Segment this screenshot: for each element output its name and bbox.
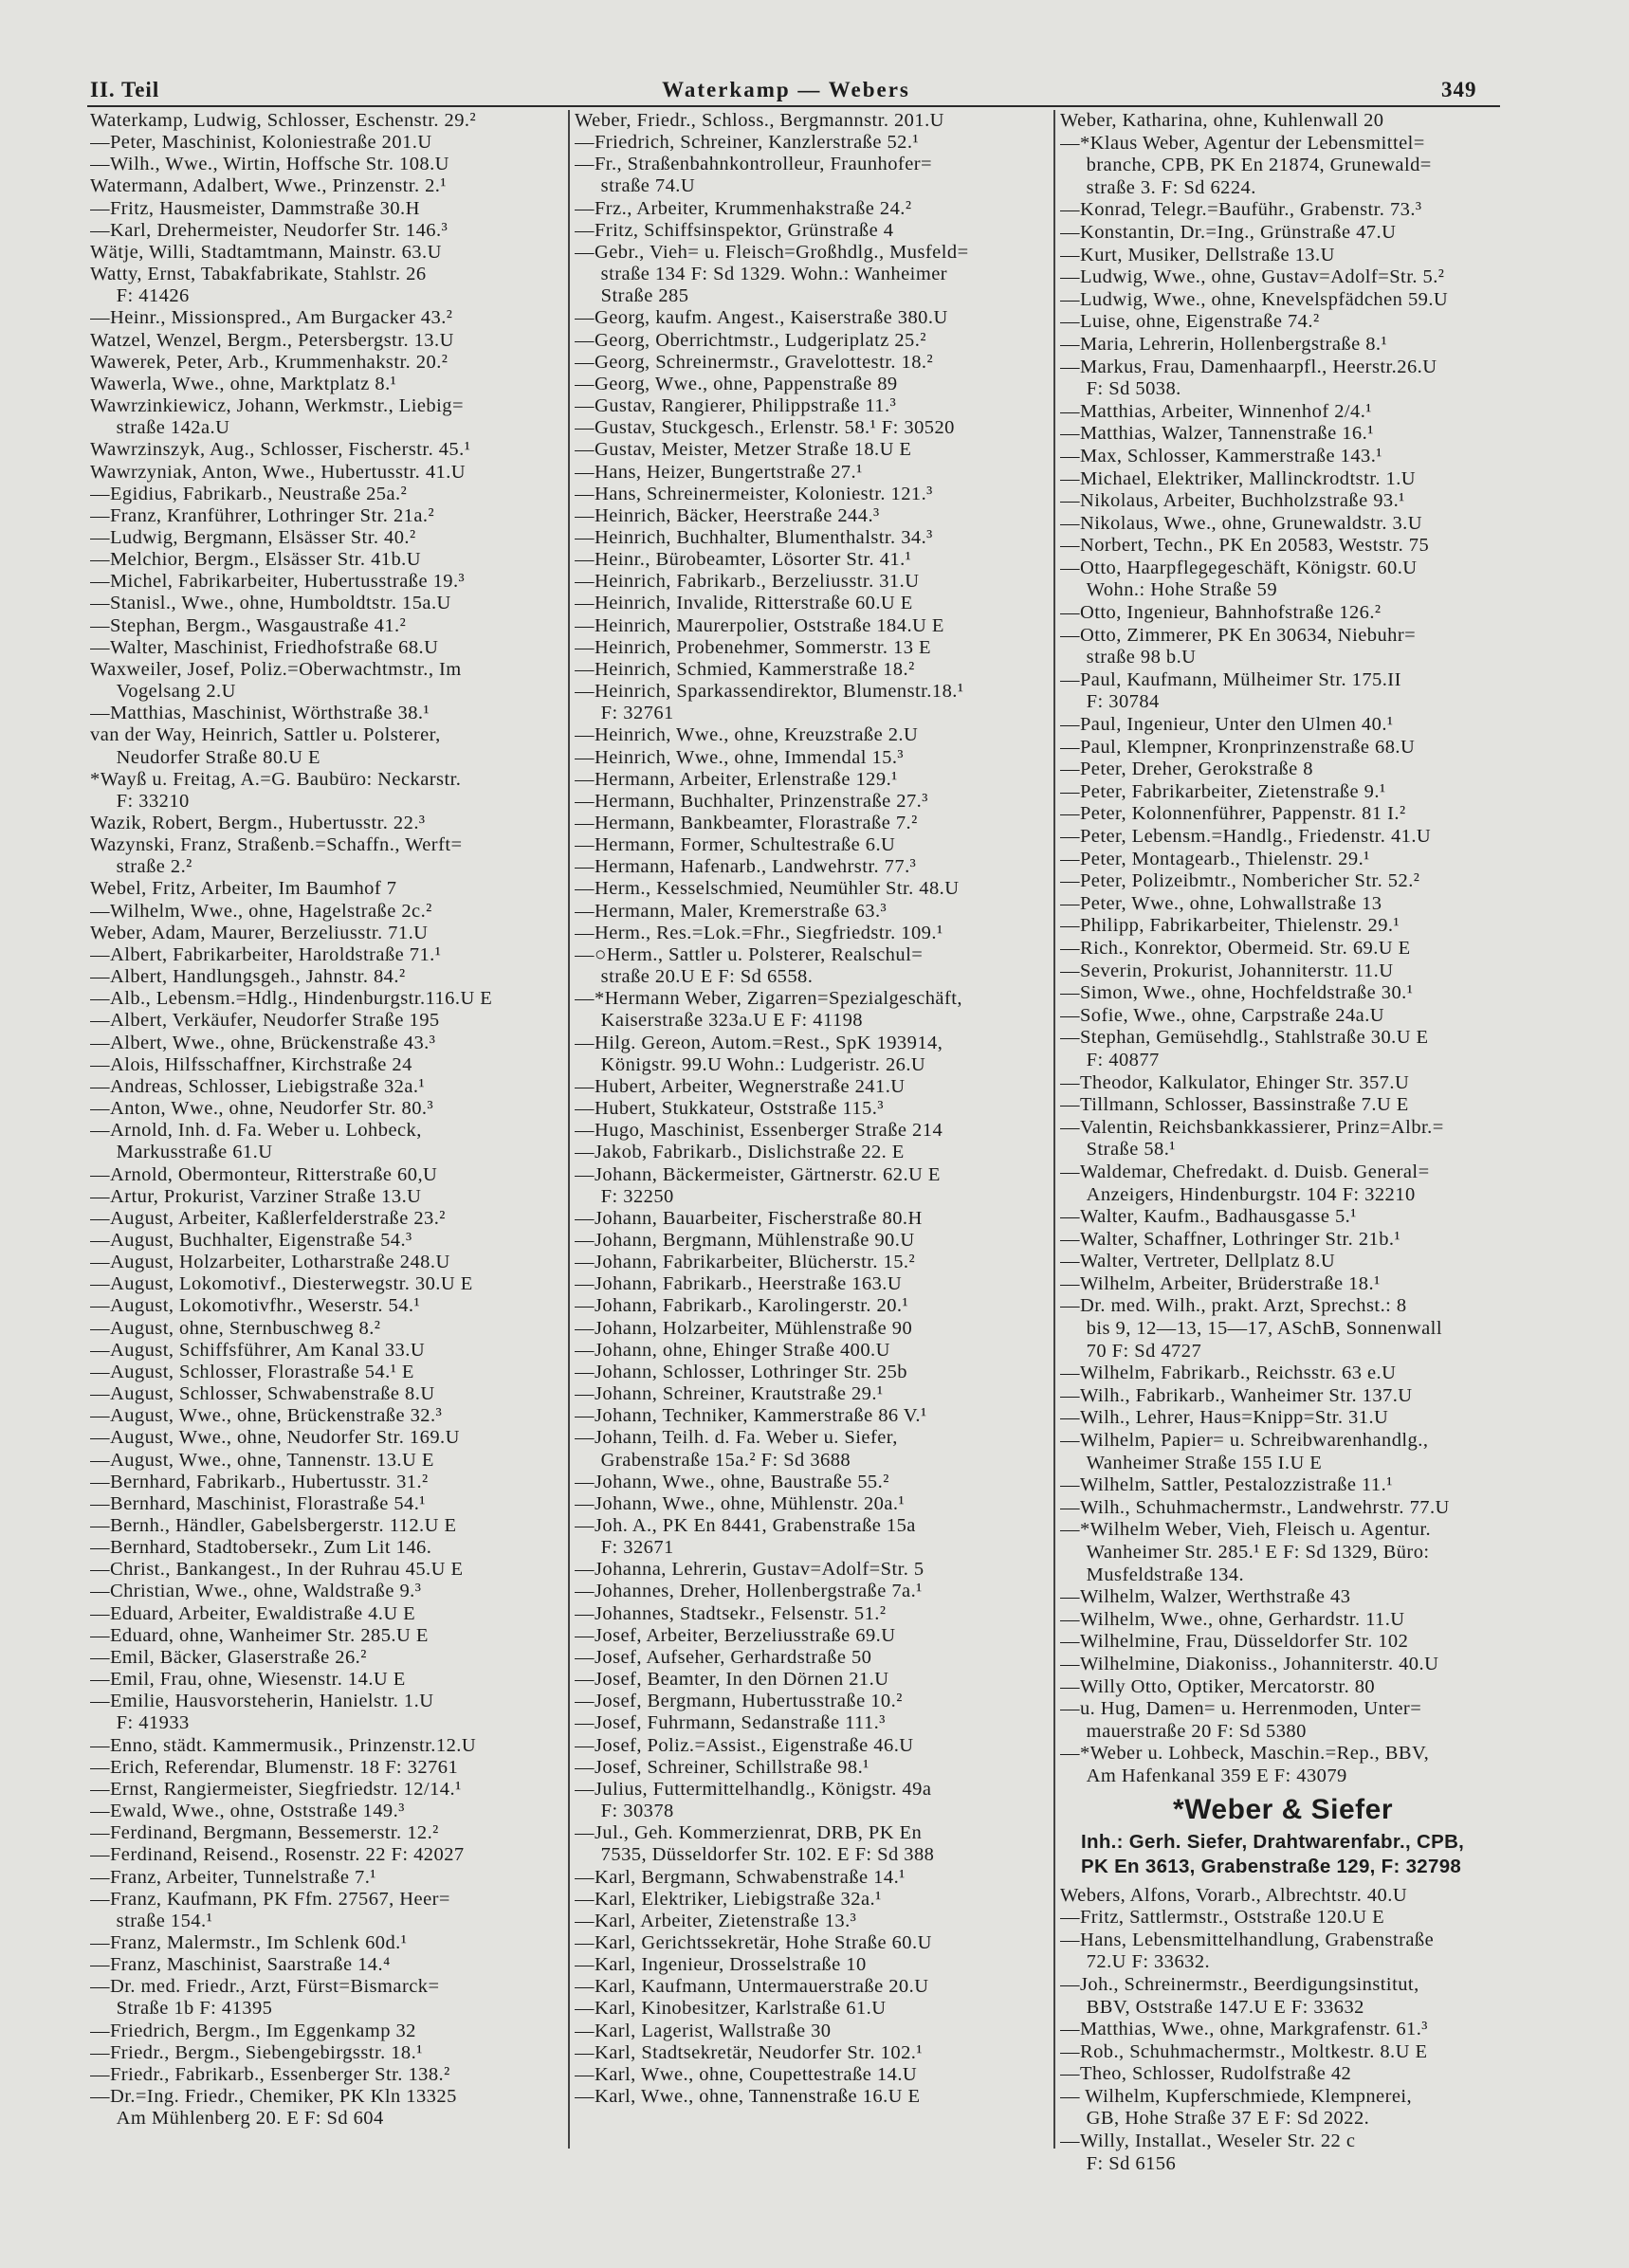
directory-entry: —Wilh., Lehrer, Haus=Knipp=Str. 31.U <box>1060 1407 1389 1429</box>
directory-entry: —Matthias, Arbeiter, Winnenhof 2/4.¹ <box>1060 400 1372 422</box>
directory-entry: —Alois, Hilfsschaffner, Kirchstraße 24 <box>90 1053 412 1075</box>
directory-entry: —Arnold, Obermonteur, Ritterstraße 60,U <box>90 1163 438 1185</box>
directory-entry: —Albert, Wwe., ohne, Brückenstraße 43.³ <box>90 1032 436 1053</box>
directory-entry: Wawrzyniak, Anton, Wwe., Hubertusstr. 41.U <box>90 461 467 483</box>
directory-entry: Wawerla, Wwe., ohne, Marktplatz 8.¹ <box>90 373 397 394</box>
directory-entry: —Peter, Lebensm.=Handlg., Friedenstr. 41.U <box>1060 826 1432 847</box>
directory-entry: —Heinrich, Probenehmer, Sommerstr. 13 E <box>575 636 931 658</box>
directory-entry: —Heinrich, Bäcker, Heerstraße 244.³ <box>575 504 880 526</box>
directory-entry: —Norbert, Techn., PK En 20583, Weststr. 75 <box>1060 535 1430 557</box>
directory-entry: —Heinr., Bürobeamter, Lösorter Str. 41.¹ <box>575 549 912 571</box>
directory-entry: —Paul, Ingenieur, Unter den Ulmen 40.¹ <box>1060 714 1394 736</box>
directory-entry: —Johann, Schlosser, Lothringer Str. 25b <box>575 1361 907 1382</box>
directory-entry: —Friedr., Fabrikarb., Essenberger Str. 138.² <box>90 2063 450 2085</box>
directory-entry: —Wilhelm, Wwe., ohne, Gerhardstr. 11.U <box>1060 1608 1405 1630</box>
directory-entry: —Josef, Arbeiter, Berzeliusstraße 69.U <box>575 1624 896 1646</box>
directory-entry: —Hermann, Maler, Kremerstraße 63.³ <box>575 900 888 922</box>
directory-entry: —Johann, Bauarbeiter, Fischerstraße 80.H <box>575 1207 923 1229</box>
directory-entry: —Gustav, Rangierer, Philippstraße 11.³ <box>575 395 897 417</box>
directory-entry: —Karl, Lagerist, Wallstraße 30 <box>575 2020 832 2041</box>
directory-entry: —Bernhard, Maschinist, Florastraße 54.¹ <box>90 1492 426 1514</box>
directory-entry: —Otto, Zimmerer, PK En 30634, Niebuhr= straße 98 b.U <box>1060 624 1417 668</box>
directory-entry: —Hilg. Gereon, Autom.=Rest., SpK 193914, Königstr. 99.U Wohn.: Ludgeristr. 26.U <box>575 1032 943 1075</box>
directory-entry: —Franz, Maschinist, Saarstraße 14.⁴ <box>90 1954 391 1976</box>
directory-entry: —Johann, ohne, Ehinger Straße 400.U <box>575 1339 890 1361</box>
directory-entry: —Ludwig, Wwe., ohne, Gustav=Adolf=Str. 5.² <box>1060 266 1445 288</box>
page-range-heading <box>0 78 1629 102</box>
directory-entry: —Heinrich, Schmied, Kammerstraße 18.² <box>575 658 915 680</box>
directory-entry: Waxweiler, Josef, Poliz.=Oberwachtmstr., Im Vogelsang 2.U <box>90 658 462 703</box>
directory-entry: —Wilhelm, Papier= u. Schreibwarenhandlg., Wanheimer Straße 155 I.U E <box>1060 1430 1429 1473</box>
directory-entry: —Jakob, Fabrikarb., Dislichstraße 22. E <box>575 1142 905 1163</box>
directory-entry: —Wilhelm, Walzer, Werthstraße 43 <box>1060 1586 1351 1608</box>
part-label: II. Teil <box>90 78 160 101</box>
directory-entry: —Georg, Wwe., ohne, Pappenstraße 89 <box>575 373 898 394</box>
directory-entry: —Hans, Lebensmittelhandlung, Grabenstraße 72.U F: 33632. <box>1060 1929 1435 1973</box>
directory-entry: Wawrzinszyk, Aug., Schlosser, Fischerstr. 45.¹ <box>90 439 471 461</box>
directory-entry: —Albert, Fabrikarbeiter, Haroldstraße 71.¹ <box>90 943 442 965</box>
directory-entry: —Karl, Wwe., ohne, Coupettestraße 14.U <box>575 2063 918 2085</box>
directory-entry: —u. Hug, Damen= u. Herrenmoden, Unter= mauerstraße 20 F: Sd 5380 <box>1060 1698 1422 1742</box>
directory-entry: —Peter, Maschinist, Koloniestraße 201.U <box>90 132 432 154</box>
directory-entry: —Bernhard, Fabrikarb., Hubertusstr. 31.² <box>90 1471 429 1492</box>
directory-entry: Wawrzinkiewicz, Johann, Werkmstr., Liebig= straße 142a.U <box>90 395 464 439</box>
directory-entry: —Matthias, Wwe., ohne, Markgrafenstr. 61.³ <box>1060 2019 1428 2040</box>
directory-entry: —Severin, Prokurist, Johanniterstr. 11.U <box>1060 960 1394 981</box>
directory-entry: —Fr., Straßenbahnkontrolleur, Fraunhofer= straße 74.U <box>575 154 933 197</box>
directory-entry: —Wilh., Schuhmachermstr., Landwehrstr. 77.U <box>1060 1496 1450 1518</box>
directory-entry: —Joh. A., PK En 8441, Grabenstraße 15a F: 32671 <box>575 1515 916 1559</box>
directory-entry: —Wilhelm, Fabrikarb., Reichsstr. 63 e.U <box>1060 1363 1397 1384</box>
directory-entry: —August, Schlosser, Schwabenstraße 8.U <box>90 1383 435 1405</box>
directory-entry: —Josef, Bergmann, Hubertusstraße 10.² <box>575 1691 903 1712</box>
directory-entry: —August, Buchhalter, Eigenstraße 54.³ <box>90 1229 412 1251</box>
directory-entry: —Philipp, Fabrikarbeiter, Thielenstr. 29.¹ <box>1060 915 1400 937</box>
directory-entry: —Matthias, Walzer, Tannenstraße 16.¹ <box>1060 423 1374 445</box>
directory-entry: —Hermann, Buchhalter, Prinzenstraße 27.³ <box>575 790 928 812</box>
directory-entry: —Johann, Schreiner, Krautstraße 29.¹ <box>575 1383 884 1405</box>
directory-entry: —Walter, Maschinist, Friedhofstraße 68.U <box>90 636 439 658</box>
directory-entry: —Josef, Poliz.=Assist., Eigenstraße 46.U <box>575 1734 914 1756</box>
directory-entry: —Karl, Stadtsekretär, Neudorfer Str. 102.¹ <box>575 2041 923 2063</box>
directory-entry: —Franz, Malermstr., Im Schlenk 60d.¹ <box>90 1931 408 1953</box>
directory-entry: —Max, Schlosser, Kammerstraße 143.¹ <box>1060 445 1382 466</box>
directory-entry: —Arnold, Inh. d. Fa. Weber u. Lohbeck, Markusstraße 61.U <box>90 1120 422 1163</box>
directory-entry: —Gustav, Meister, Metzer Straße 18.U E <box>575 439 912 461</box>
directory-entry: —Johann, Wwe., ohne, Baustraße 55.² <box>575 1471 889 1492</box>
directory-entry: —Dr.=Ing. Friedr., Chemiker, PK Kln 13325 Am Mühlenberg 20. E F: Sd 604 <box>90 2086 457 2130</box>
directory-entry: —Fritz, Schiffsinspektor, Grünstraße 4 <box>575 219 894 241</box>
directory-entry: —Hermann, Arbeiter, Erlenstraße 129.¹ <box>575 768 898 790</box>
directory-entry: —Heinrich, Sparkassendirektor, Blumenstr.18.¹ F: 32761 <box>575 681 964 724</box>
directory-entry: —Frz., Arbeiter, Krummenhakstraße 24.² <box>575 197 912 219</box>
directory-entry: —Wilhelm, Arbeiter, Brüderstraße 18.¹ <box>1060 1272 1381 1294</box>
directory-entry: —Dr. med. Friedr., Arzt, Fürst=Bismarck= Straße 1b F: 41395 <box>90 1976 440 2020</box>
directory-entry: Wawerek, Peter, Arb., Krummenhakstr. 20.² <box>90 351 448 373</box>
directory-entry: —Ludwig, Bergmann, Elsässer Str. 40.² <box>90 526 416 548</box>
range-text: Waterkamp — Webers <box>662 78 910 101</box>
directory-entry: —Egidius, Fabrikarb., Neustraße 25a.² <box>90 483 408 504</box>
directory-entry: —Johanna, Lehrerin, Gustav=Adolf=Str. 5 <box>575 1559 924 1581</box>
directory-entry: —Johann, Wwe., ohne, Mühlenstr. 20a.¹ <box>575 1492 906 1514</box>
directory-entry: —August, Wwe., ohne, Brückenstraße 32.³ <box>90 1405 443 1427</box>
directory-entry: —Wilhelm, Wwe., ohne, Hagelstraße 2c.² <box>90 900 432 922</box>
directory-entry: —Wilhelm, Sattler, Pestalozzistraße 11.¹ <box>1060 1474 1393 1496</box>
directory-entry: —Bernh., Händler, Gabelsbergerstr. 112.U E <box>90 1515 457 1536</box>
directory-entry: —Markus, Frau, Damenhaarpfl., Heerstr.26.U F: Sd 5038. <box>1060 356 1437 400</box>
directory-entry: —Theo, Schlosser, Rudolfstraße 42 <box>1060 2063 1352 2085</box>
directory-entry: —Melchior, Bergm., Elsässer Str. 41b.U <box>90 549 421 571</box>
directory-entry: —Franz, Kaufmann, PK Ffm. 27567, Heer= straße 154.¹ <box>90 1888 450 1931</box>
directory-entry: —August, Lokomotivfhr., Weserstr. 54.¹ <box>90 1295 421 1317</box>
directory-entry: —*Klaus Weber, Agentur der Lebensmittel= branche, CPB, PK En 21874, Grunewald= straße 3. F: Sd 6224. <box>1060 132 1432 198</box>
directory-entry: —August, Wwe., ohne, Tannenstr. 13.U E <box>90 1449 434 1471</box>
directory-entry: —Paul, Kaufmann, Mülheimer Str. 175.II F: 30784 <box>1060 668 1401 713</box>
directory-entry: —Bernhard, Stadtobersekr., Zum Lit 146. <box>90 1537 432 1559</box>
directory-entry: —○Herm., Sattler u. Polsterer, Realschul= straße 20.U E F: Sd 6558. <box>575 943 924 988</box>
directory-entry: —Emil, Frau, ohne, Wiesenstr. 14.U E <box>90 1669 406 1691</box>
directory-entry: —Jul., Geh. Kommerzienrat, DRB, PK En 7535, Düsseldorfer Str. 102. E F: Sd 388 <box>575 1822 935 1866</box>
directory-entry: —Emilie, Hausvorsteherin, Hanielstr. 1.U F: 41933 <box>90 1691 434 1734</box>
directory-entry: —Albert, Handlungsgeh., Jahnstr. 84.² <box>90 966 406 988</box>
column-3 <box>1060 110 1506 2175</box>
directory-entry: —August, Lokomotivf., Diesterwegstr. 30.U E <box>90 1273 473 1295</box>
directory-entry: Weber, Katharina, ohne, Kuhlenwall 20 <box>1060 110 1384 131</box>
directory-entry: Watty, Ernst, Tabakfabrikate, Stahlstr. 26 F: 41426 <box>90 264 427 307</box>
directory-entry: —Tillmann, Schlosser, Bassinstraße 7.U E <box>1060 1094 1409 1116</box>
column-divider <box>1053 110 1055 2149</box>
directory-entry: *Wayß u. Freitag, A.=G. Baubüro: Neckarstr. F: 33210 <box>90 768 462 812</box>
directory-entry: —Rich., Konrektor, Obermeid. Str. 69.U E <box>1060 937 1411 959</box>
directory-entry: —Otto, Haarpflegegeschäft, Königstr. 60.U Wohn.: Hohe Straße 59 <box>1060 557 1418 601</box>
directory-entry: Weber, Adam, Maurer, Berzeliusstr. 71.U <box>90 922 429 943</box>
directory-entry: —Michel, Fabrikarbeiter, Hubertusstraße 19.³ <box>90 571 466 593</box>
directory-entry: Wazik, Robert, Bergm., Hubertusstr. 22.³ <box>90 813 426 833</box>
directory-entry: —Sofie, Wwe., ohne, Carpstraße 24a.U <box>1060 1004 1385 1026</box>
directory-entry: —Herm., Res.=Lok.=Fhr., Siegfriedstr. 109.¹ <box>575 922 943 943</box>
directory-entry: —Hans, Schreinermeister, Koloniestr. 121.³ <box>575 483 933 504</box>
directory-entry: —Erich, Referendar, Blumenstr. 18 F: 32761 <box>90 1756 459 1778</box>
directory-entry: —Johannes, Stadtsekr., Felsenstr. 51.² <box>575 1602 887 1624</box>
directory-entry: — Wilhelm, Kupferschmiede, Klempnerei, GB, Hohe Straße 37 E F: Sd 2022. <box>1060 2085 1413 2130</box>
directory-entry: —Theodor, Kalkulator, Ehinger Str. 357.U <box>1060 1071 1410 1093</box>
directory-entry: —Friedr., Bergm., Siebengebirgsstr. 18.¹ <box>90 2041 423 2063</box>
directory-entry: —Andreas, Schlosser, Liebigstraße 32a.¹ <box>90 1075 426 1097</box>
directory-entry: —Enno, städt. Kammermusik., Prinzenstr.12.U <box>90 1734 477 1756</box>
firm-ad-body: Inh.: Gerh. Siefer, Drahtwarenfabr., CPB, PK En 3613, Grabenstraße 129, F: 32798 <box>1081 1830 1465 1877</box>
directory-entry: —Karl, Kaufmann, Untermauerstraße 20.U <box>575 1976 929 1998</box>
directory-entry: —Johann, Fabrikarb., Heerstraße 163.U <box>575 1273 903 1295</box>
directory-entry: —Josef, Aufseher, Gerhardstraße 50 <box>575 1646 872 1668</box>
directory-entry: —Peter, Polizeibmtr., Nombericher Str. 52.² <box>1060 870 1420 892</box>
directory-entry: —Ludwig, Wwe., ohne, Knevelspfädchen 59.U <box>1060 288 1449 310</box>
directory-entry: —Valentin, Reichsbankkassierer, Prinz=Albr.= Straße 58.¹ <box>1060 1116 1444 1161</box>
directory-entry: —Johann, Techniker, Kammerstraße 86 V.¹ <box>575 1405 927 1427</box>
directory-entry: —Peter, Wwe., ohne, Lohwallstraße 13 <box>1060 892 1382 914</box>
directory-entry: van der Way, Heinrich, Sattler u. Polsterer, Neudorfer Straße 80.U E <box>90 724 441 768</box>
directory-entry: —Georg, Oberrichtmstr., Ludgeriplatz 25.² <box>575 329 926 351</box>
directory-entry: —Walter, Kaufm., Badhausgasse 5.¹ <box>1060 1206 1357 1228</box>
directory-entry: —Paul, Klempner, Kronprinzenstraße 68.U <box>1060 736 1416 758</box>
directory-entry: —Rob., Schuhmachermstr., Moltkestr. 8.U E <box>1060 2040 1428 2062</box>
directory-entry: —Luise, ohne, Eigenstraße 74.² <box>1060 311 1320 333</box>
directory-entry: —Hans, Heizer, Bungertstraße 27.¹ <box>575 461 863 483</box>
directory-entry: —Otto, Ingenieur, Bahnhofstraße 126.² <box>1060 602 1382 624</box>
directory-entry: —Waldemar, Chefredakt. d. Duisb. General= Anzeigers, Hindenburgstr. 104 F: 32210 <box>1060 1161 1430 1205</box>
directory-entry: —Heinr., Missionspred., Am Burgacker 43.² <box>90 307 453 329</box>
directory-entry: —Gebr., Vieh= u. Fleisch=Großhdlg., Musfeld= straße 134 F: Sd 1329. Wohn.: Wanheimer Straße 285 <box>575 241 969 307</box>
directory-entry: Watzel, Wenzel, Bergm., Petersbergstr. 13.U <box>90 329 454 351</box>
directory-entry: —Karl, Kinobesitzer, Karlstraße 61.U <box>575 1998 887 2020</box>
directory-entry: —Heinrich, Maurerpolier, Oststraße 184.U E <box>575 614 944 636</box>
directory-entry: —Joh., Schreinermstr., Beerdigungsinstitut, BBV, Oststraße 147.U E F: 33632 <box>1060 1973 1419 2018</box>
directory-entry: —Nikolaus, Wwe., ohne, Grunewaldstr. 3.U <box>1060 512 1423 534</box>
directory-entry: Webel, Fritz, Arbeiter, Im Baumhof 7 <box>90 878 397 900</box>
directory-entry: —Wilhelmine, Diakoniss., Johanniterstr. 40.U <box>1060 1653 1439 1674</box>
directory-entry: —Matthias, Maschinist, Wörthstraße 38.¹ <box>90 703 430 724</box>
directory-entry: —August, Arbeiter, Kaßlerfelderstraße 23.² <box>90 1207 446 1229</box>
directory-entry: —Friedrich, Bergm., Im Eggenkamp 32 <box>90 2020 416 2041</box>
directory-entry: —Willy Otto, Optiker, Mercatorstr. 80 <box>1060 1675 1376 1697</box>
directory-entry: —Wilh., Fabrikarb., Wanheimer Str. 137.U <box>1060 1384 1413 1406</box>
directory-entry: —Stephan, Bergm., Wasgaustraße 41.² <box>90 614 407 636</box>
directory-entry: —Simon, Wwe., ohne, Hochfeldstraße 30.¹ <box>1060 982 1414 1004</box>
directory-entry: —Walter, Schaffner, Lothringer Str. 21b.¹ <box>1060 1228 1401 1250</box>
directory-entry: —Heinrich, Buchhalter, Blumenthalstr. 34.³ <box>575 526 933 548</box>
directory-entry: —Karl, Arbeiter, Zietenstraße 13.³ <box>575 1910 857 1931</box>
directory-entry: —Julius, Futtermittelhandlg., Königstr. 49a F: 30378 <box>575 1778 932 1822</box>
directory-entry: —Franz, Kranführer, Lothringer Str. 21a.² <box>90 504 435 526</box>
directory-entry: —Emil, Bäcker, Glaserstraße 26.² <box>90 1646 367 1668</box>
directory-entry: —*Wilhelm Weber, Vieh, Fleisch u. Agentur. Wanheimer Str. 285.¹ E F: Sd 1329, Büro: Musfeldstraße 134. <box>1060 1519 1432 1585</box>
directory-entry: —Franz, Arbeiter, Tunnelstraße 7.¹ <box>90 1866 376 1888</box>
directory-entry: —Michael, Elektriker, Mallinckrodtstr. 1.U <box>1060 467 1417 489</box>
directory-entry: —Ernst, Rangiermeister, Siegfriedstr. 12/14.¹ <box>90 1778 462 1800</box>
directory-entry: —Ewald, Wwe., ohne, Oststraße 149.³ <box>90 1801 405 1822</box>
directory-entry: —Karl, Ingenieur, Drosselstraße 10 <box>575 1954 867 1976</box>
directory-entry: —Hubert, Arbeiter, Wegnerstraße 241.U <box>575 1075 906 1097</box>
column-2 <box>575 110 1049 2108</box>
directory-entry: —Walter, Vertreter, Dellplatz 8.U <box>1060 1251 1336 1272</box>
directory-entry: Wätje, Willi, Stadtamtmann, Mainstr. 63.U <box>90 241 442 263</box>
directory-entry: —Johann, Fabrikarb., Karolingerstr. 20.¹ <box>575 1295 909 1317</box>
directory-entry: —Peter, Fabrikarbeiter, Zietenstraße 9.¹ <box>1060 780 1386 802</box>
directory-entry: —Stephan, Gemüsehdlg., Stahlstraße 30.U E F: 40877 <box>1060 1027 1429 1070</box>
directory-entry: —Gustav, Stuckgesch., Erlenstr. 58.¹ F: 30520 <box>575 417 955 439</box>
directory-entry: —*Hermann Weber, Zigarren=Spezialgeschäft, Kaiserstraße 323a.U E F: 41198 <box>575 988 962 1032</box>
directory-entry: —Eduard, Arbeiter, Ewaldistraße 4.U E <box>90 1602 416 1624</box>
directory-entry: —Heinrich, Wwe., ohne, Kreuzstraße 2.U <box>575 724 919 746</box>
directory-entry: —Hubert, Stukkateur, Oststraße 115.³ <box>575 1098 884 1120</box>
directory-entry: —Konstantin, Dr.=Ing., Grünstraße 47.U <box>1060 221 1397 243</box>
directory-entry: —Johann, Holzarbeiter, Mühlenstraße 90 <box>575 1317 913 1339</box>
directory-entry: Wazynski, Franz, Straßenb.=Schaffn., Werft= straße 2.² <box>90 834 463 878</box>
directory-entry: —Hermann, Bankbeamter, Florastraße 7.² <box>575 813 918 833</box>
directory-entry: —Christ., Bankangest., In der Ruhrau 45.U E <box>90 1559 464 1581</box>
directory-entry: Watermann, Adalbert, Wwe., Prinzenstr. 2.¹ <box>90 175 447 197</box>
directory-entry: —August, ohne, Sternbuschweg 8.² <box>90 1317 381 1339</box>
directory-entry: —Johann, Fabrikarbeiter, Blücherstr. 15.² <box>575 1252 916 1273</box>
directory-entry: —Dr. med. Wilh., prakt. Arzt, Sprechst.: 8 bis 9, 12—13, 15—17, ASchB, Sonnenwall 70 F: Sd 4727 <box>1060 1295 1442 1362</box>
directory-entry: —Heinrich, Invalide, Ritterstraße 60.U E <box>575 593 913 614</box>
directory-entry: —Johannes, Dreher, Hollenbergstraße 7a.¹ <box>575 1581 923 1602</box>
directory-entry: —Herm., Kesselschmied, Neumühler Str. 48.U <box>575 878 960 900</box>
directory-entry: —Johann, Bäckermeister, Gärtnerstr. 62.U E F: 32250 <box>575 1163 941 1207</box>
directory-entry: —Peter, Montagearb., Thielenstr. 29.¹ <box>1060 848 1370 869</box>
directory-entry: —Josef, Fuhrmann, Sedanstraße 111.³ <box>575 1712 886 1734</box>
directory-entry: —Kurt, Musiker, Dellstraße 13.U <box>1060 244 1335 265</box>
directory-entry: —Artur, Prokurist, Varziner Straße 13.U <box>90 1185 422 1207</box>
directory-entry: —Josef, Schreiner, Schillstraße 98.¹ <box>575 1756 869 1778</box>
directory-entry: —Konrad, Telegr.=Bauführ., Grabenstr. 73.³ <box>1060 199 1422 221</box>
header-rule <box>87 105 1500 107</box>
directory-entry: —Karl, Drehermeister, Neudorfer Str. 146.³ <box>90 219 448 241</box>
directory-entry: —Karl, Elektriker, Liebigstraße 32a.¹ <box>575 1888 882 1910</box>
directory-entry: —Heinrich, Fabrikarb., Berzeliusstr. 31.U <box>575 571 920 593</box>
firm-ad-title: *Weber & Siefer <box>1172 1793 1394 1825</box>
directory-entry: —Heinrich, Wwe., ohne, Immendal 15.³ <box>575 746 905 768</box>
directory-entry: —Stanisl., Wwe., ohne, Humboldtstr. 15a.U <box>90 593 451 614</box>
directory-entry: Waterkamp, Ludwig, Schlosser, Eschenstr. 29.² <box>90 110 477 131</box>
directory-entry: —Josef, Beamter, In den Dörnen 21.U <box>575 1669 889 1691</box>
directory-entry: —August, Holzarbeiter, Lotharstraße 248.U <box>90 1252 450 1273</box>
directory-entry: —Peter, Kolonnenführer, Pappenstr. 81 I.² <box>1060 803 1406 825</box>
directory-entry: —August, Wwe., ohne, Neudorfer Str. 169.U <box>90 1427 460 1449</box>
directory-entry: —Anton, Wwe., ohne, Neudorfer Str. 80.³ <box>90 1098 434 1120</box>
directory-entry: —Albert, Verkäufer, Neudorfer Straße 195 <box>90 1010 440 1032</box>
directory-entry: —August, Schiffsführer, Am Kanal 33.U <box>90 1339 426 1361</box>
directory-entry: —Karl, Wwe., ohne, Tannenstraße 16.U E <box>575 2086 921 2108</box>
column-1 <box>90 110 564 2130</box>
directory-entry: —Hermann, Former, Schultestraße 6.U <box>575 834 896 856</box>
directory-entry: —*Weber u. Lohbeck, Maschin.=Rep., BBV, Am Hafenkanal 359 E F: 43079 <box>1060 1743 1430 1786</box>
directory-entry: —Peter, Dreher, Gerokstraße 8 <box>1060 759 1313 780</box>
directory-entry: —Wilhelmine, Frau, Düsseldorfer Str. 102 <box>1060 1631 1409 1653</box>
directory-entry: —Georg, kaufm. Angest., Kaiserstraße 380.U <box>575 307 948 329</box>
directory-entry: Weber, Friedr., Schloss., Bergmannstr. 201.U <box>575 110 944 131</box>
directory-entry: —August, Schlosser, Florastraße 54.¹ E <box>90 1361 414 1382</box>
directory-entry: —Eduard, ohne, Wanheimer Str. 285.U E <box>90 1624 429 1646</box>
directory-entry: —Wilh., Wwe., Wirtin, Hoffsche Str. 108.U <box>90 154 449 175</box>
page-number: 349 <box>1441 78 1477 101</box>
directory-entry: —Fritz, Hausmeister, Dammstraße 30.H <box>90 197 420 219</box>
directory-entry: —Johann, Teilh. d. Fa. Weber u. Siefer, Grabenstraße 15a.² F: Sd 3688 <box>575 1427 898 1471</box>
directory-entry: —Hermann, Hafenarb., Landwehrstr. 77.³ <box>575 856 917 878</box>
directory-entry: —Karl, Bergmann, Schwabenstraße 14.¹ <box>575 1866 906 1888</box>
directory-entry: —Christian, Wwe., ohne, Waldstraße 9.³ <box>90 1581 422 1602</box>
directory-entry: —Maria, Lehrerin, Hollenbergstraße 8.¹ <box>1060 333 1388 355</box>
directory-entry: —Georg, Schreinermstr., Gravelottestr. 18.² <box>575 351 934 373</box>
directory-entry: —Ferdinand, Reisend., Rosenstr. 22 F: 42027 <box>90 1844 465 1866</box>
directory-entry: —Friedrich, Schreiner, Kanzlerstraße 52.¹ <box>575 132 920 154</box>
directory-entry: —Hugo, Maschinist, Essenberger Straße 214 <box>575 1120 943 1142</box>
directory-entry: Webers, Alfons, Vorarb., Albrechtstr. 40.U <box>1060 1884 1408 1906</box>
directory-entry: —Alb., Lebensm.=Hdlg., Hindenburgstr.116.U E <box>90 988 493 1010</box>
directory-entry: —Karl, Gerichtssekretär, Hohe Straße 60.U <box>575 1931 932 1953</box>
directory-entry: —Nikolaus, Arbeiter, Buchholzstraße 93.¹ <box>1060 490 1405 512</box>
directory-entry: —Willy, Installat., Weseler Str. 22 c F: Sd 6156 <box>1060 2131 1356 2174</box>
directory-entry: —Johann, Bergmann, Mühlenstraße 90.U <box>575 1229 915 1251</box>
column-divider <box>568 110 570 2149</box>
directory-entry: —Ferdinand, Bergmann, Bessemerstr. 12.² <box>90 1822 439 1844</box>
directory-entry: —Fritz, Sattlermstr., Oststraße 120.U E <box>1060 1907 1385 1929</box>
